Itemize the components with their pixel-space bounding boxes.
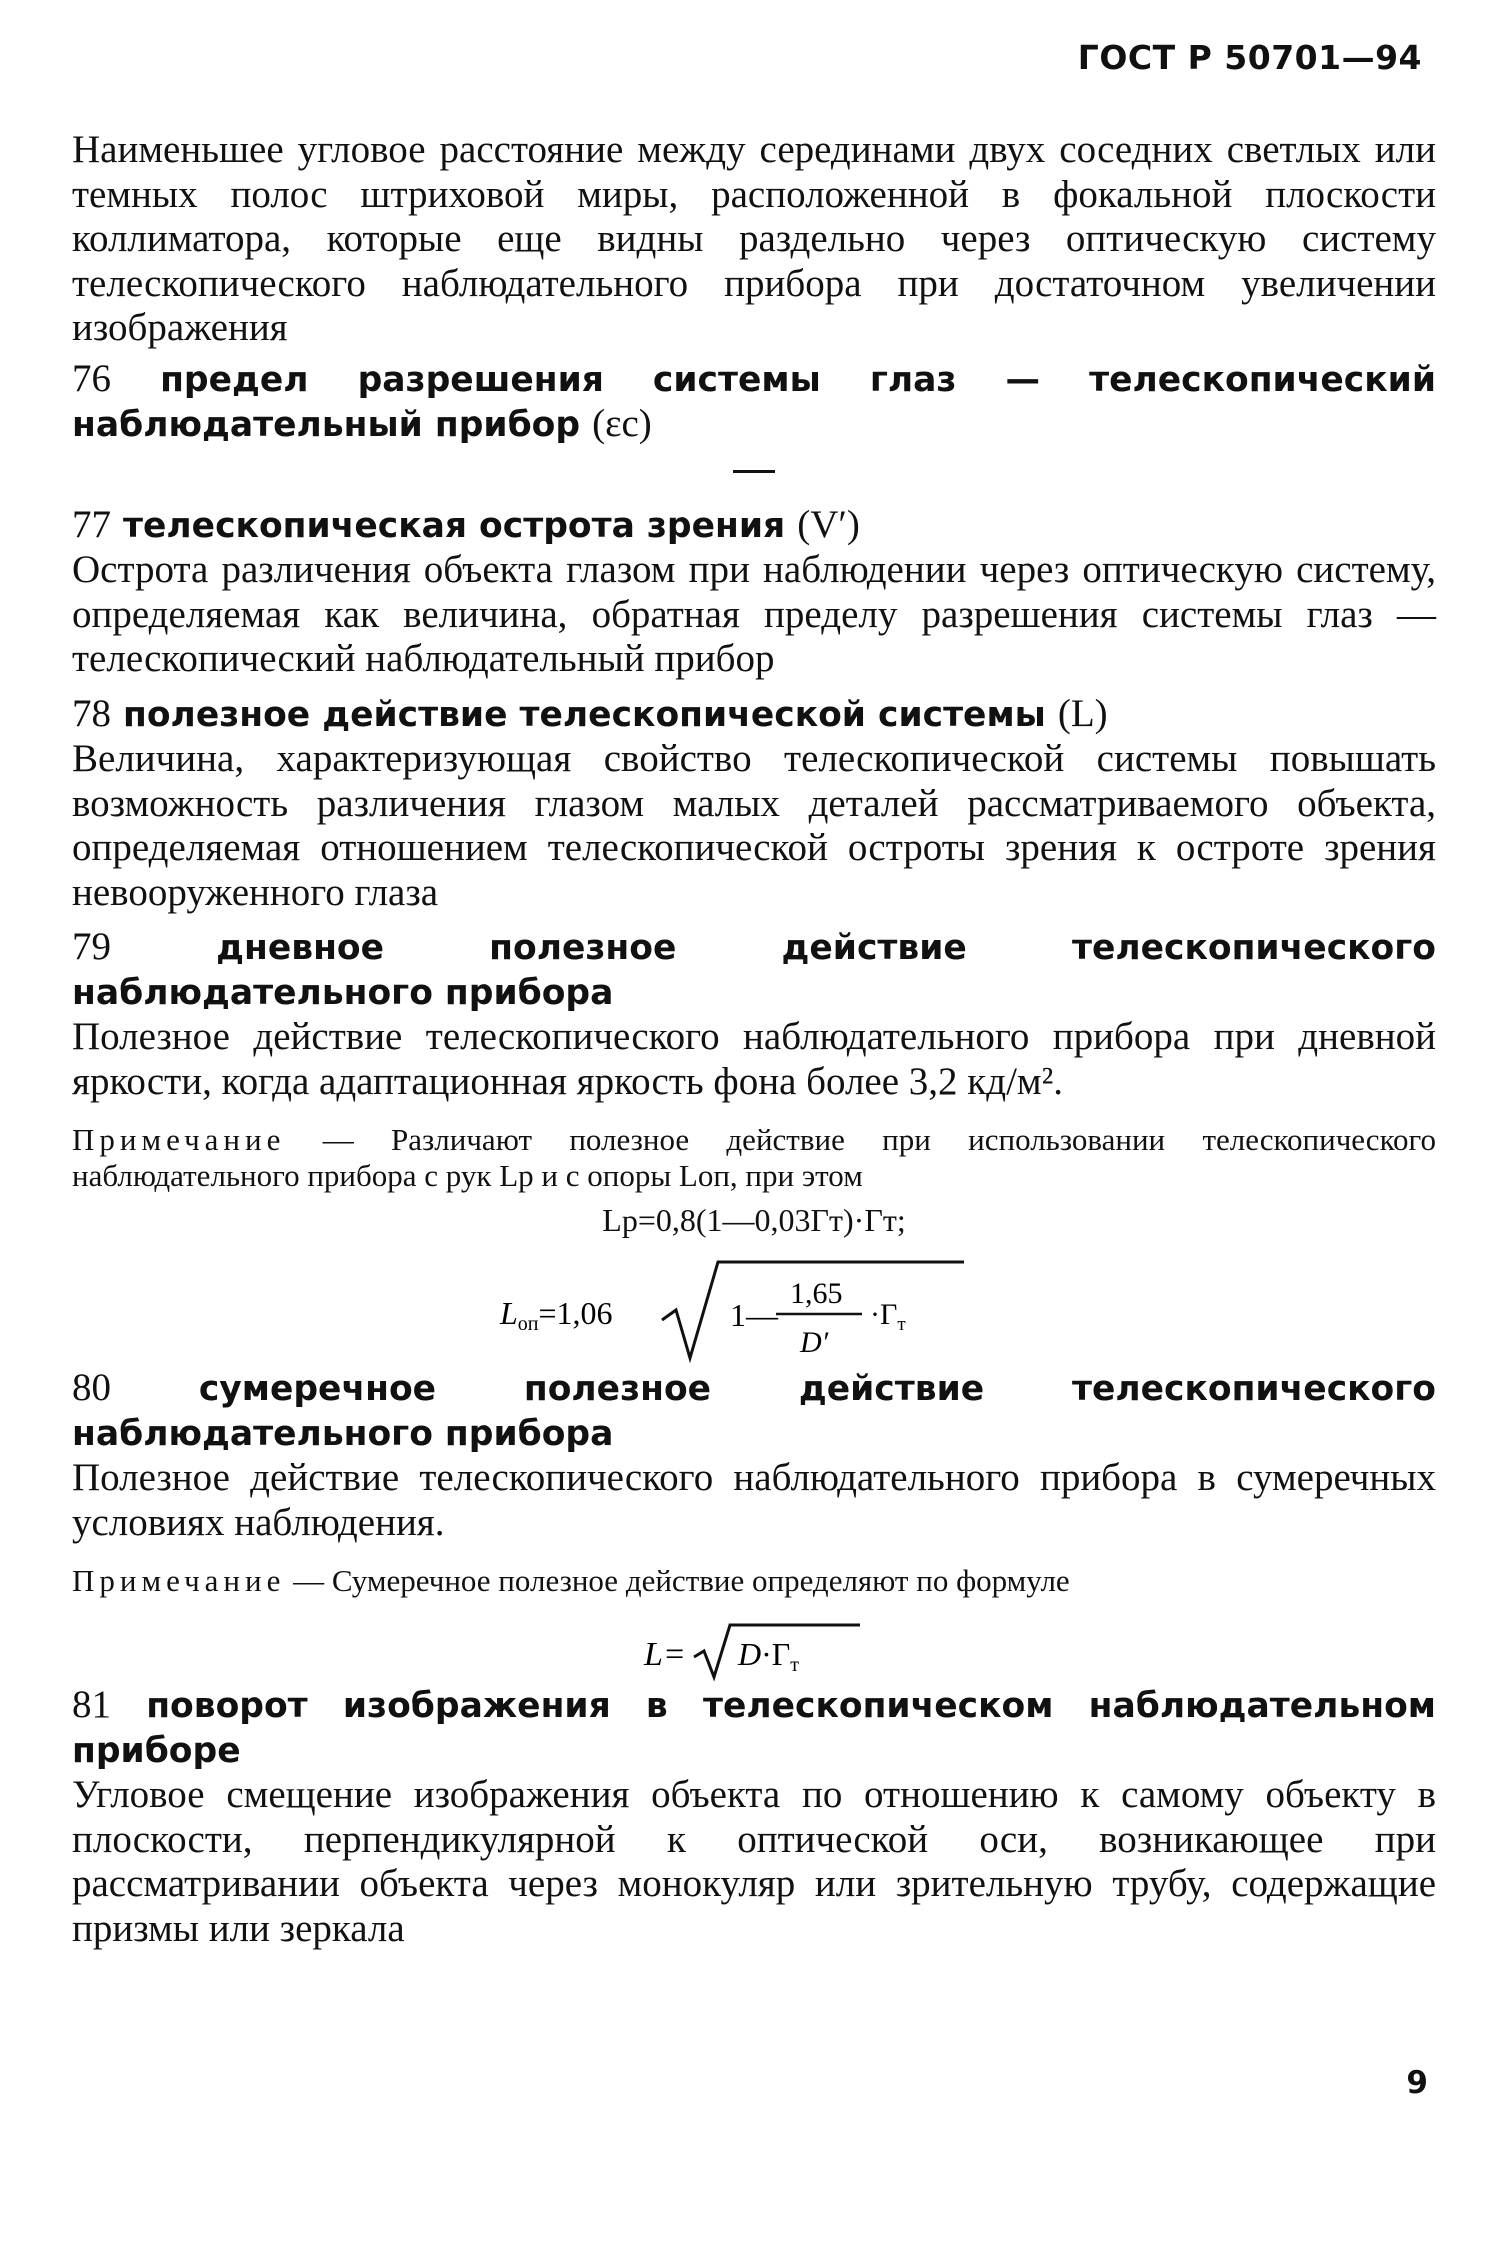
term-title: телескопическая острота зрения xyxy=(123,505,786,546)
page-content xyxy=(72,128,1436,1951)
note-text: — Сумеречное полезное действие определяют по формуле xyxy=(285,1563,1070,1598)
term-81-heading xyxy=(72,1683,1436,1773)
term-81-definition: Угловое смещение изображения объекта по отношению к самому объекту в плоскости, перпендикулярной к оптической оси, возникающее при рассматривании объекта через монокуляр или зрительную трубу, содержащие призмы или зеркала xyxy=(72,1773,1436,1950)
term-77-definition: Острота различения объекта глазом при наблюдении через оптическую систему, определяемая как величина, обратная пределу разрешения системы глаз — телескопический наблюдательный прибор xyxy=(72,548,1436,680)
formula-l-twilight xyxy=(72,1617,1436,1683)
term-78-definition: Величина, характеризующая свойство телескопической системы повышать возможность различения глазом малых деталей рассматриваемого объекта, определяемая отношением телескопической остроты зрения к остроте зрения невооруженного глаза xyxy=(72,737,1436,914)
intro-definition: Наименьшее угловое расстояние между серединами двух соседних светлых или темных полос штриховой миры, расположенной в фокальной плоскости коллиматора, которые еще видны раздельно через оптическую систему телескопического наблюдательного прибора при достаточном увеличении изображения xyxy=(72,128,1436,349)
formula-l-op xyxy=(72,1248,1436,1366)
term-79-heading xyxy=(72,925,1436,1015)
note-label: Примечание xyxy=(72,1563,286,1598)
no-definition-dash xyxy=(733,470,775,473)
term-80-definition: Полезное действие телескопического наблюдательного прибора в сумеречных условиях наблюдения. xyxy=(72,1456,1436,1544)
term-title: полезное действие телескопической системы xyxy=(123,694,1046,735)
formula-d: D·Гт xyxy=(738,1636,800,1676)
term-78-heading xyxy=(72,692,1436,738)
formula-lhs: Lоп=1,06 xyxy=(500,1295,613,1335)
formula-l-twilight-svg xyxy=(634,1617,874,1683)
term-79-note xyxy=(72,1122,1436,1194)
page-number: 9 xyxy=(1406,2065,1428,2101)
fraction-denominator: D′ xyxy=(800,1326,829,1359)
term-title: сумеречное полезное действие телескопического наблюдательного прибора xyxy=(72,1369,1436,1454)
term-80-heading xyxy=(72,1366,1436,1456)
term-77-heading xyxy=(72,503,1436,549)
term-symbol: (L) xyxy=(1057,691,1108,735)
term-number: 81 xyxy=(72,1683,111,1726)
term-79-definition: Полезное действие телескопического наблюдательного прибора при дневной яркости, когда адаптационная яркость фона более 3,2 кд/м². xyxy=(72,1015,1436,1103)
term-title: предел разрешения системы глаз — телескопический наблюдательный прибор xyxy=(72,359,1437,445)
term-number: 78 xyxy=(72,691,111,735)
term-number: 80 xyxy=(72,1366,111,1409)
term-symbol: (εc) xyxy=(592,402,652,445)
fraction-numerator: 1,65 xyxy=(790,1277,843,1310)
term-number: 77 xyxy=(72,502,111,546)
document-code-header: ГОСТ Р 50701—94 xyxy=(1077,38,1422,77)
term-title: поворот изображения в телескопическом наблюдательном приборе xyxy=(72,1686,1437,1771)
term-80-note xyxy=(72,1563,1436,1599)
term-title: дневное полезное действие телескопического наблюдательного прибора xyxy=(72,928,1436,1013)
term-76-heading xyxy=(72,357,1436,448)
formula-gamma: $\cdot Г_т$ xyxy=(870,1298,906,1335)
term-number: 79 xyxy=(72,925,111,968)
formula-l-op-svg xyxy=(494,1248,1014,1366)
formula-l: L= xyxy=(644,1636,686,1673)
formula-l-r: Lр=0,8(1—0,03Гт)·Гт; xyxy=(602,1202,906,1238)
note-label: Примечание xyxy=(72,1122,286,1157)
note-text: — Различают полезное действие при использовании телескопического наблюдательного прибора с рук Lр и с опоры Lоп, при этом xyxy=(72,1122,1436,1193)
term-number: 76 xyxy=(72,356,111,400)
term-symbol: (V′) xyxy=(797,502,860,546)
formula-one-minus: 1— xyxy=(730,1297,778,1333)
